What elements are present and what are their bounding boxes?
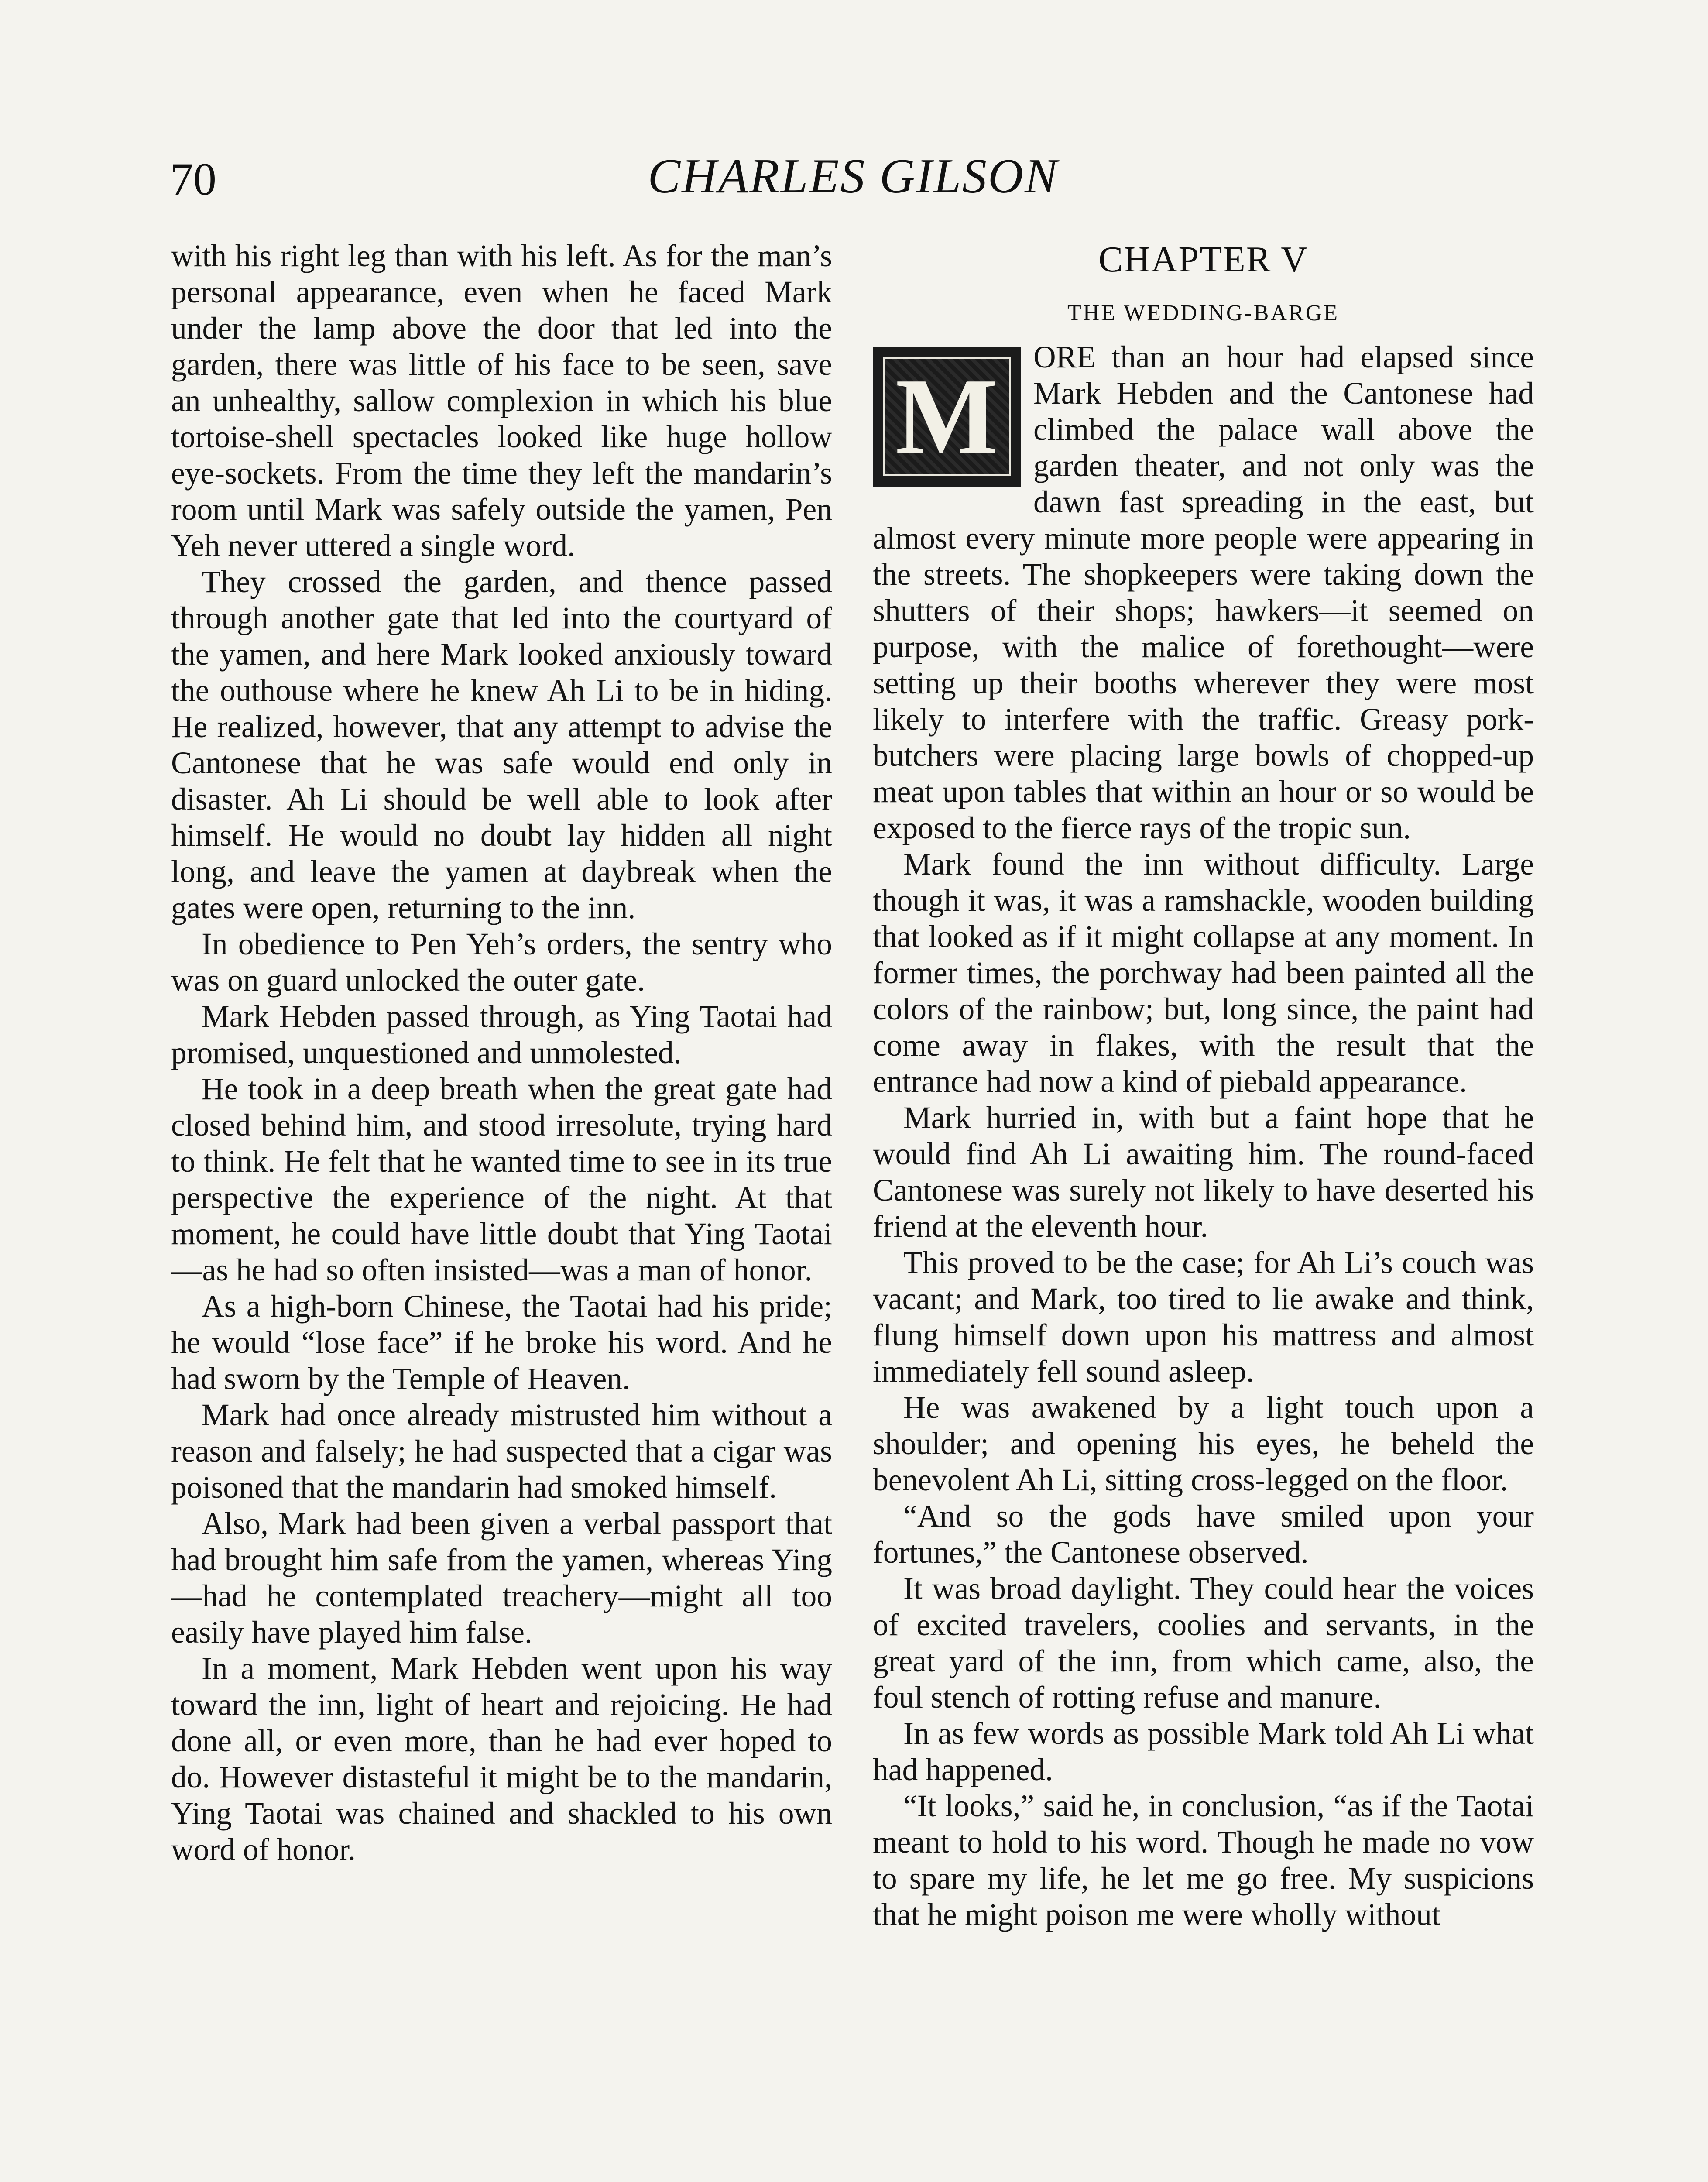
- paragraph: Mark found the inn without difficulty. Large though it was, it was a ramshackle, wooden building that looked as if it might collapse at any moment. In former times, the porchway had been painted all the colors of the rainbow; but, long since, the paint had come away in flakes, with the result that the entrance had now a kind of piebald appearance.: [873, 847, 1534, 1099]
- page-header: [170, 144, 1536, 218]
- left-column: [171, 238, 832, 2182]
- paragraph: They crossed the garden, and thence passed through another gate that led into the courtyard of the yamen, and here Mark looked anxiously toward the outhouse where he knew Ah Li to be in hiding. He realized, however, that any attempt to advise the Cantonese that he was safe would end only in disaster. Ah Li should be well able to look after himself. He would no doubt lay hidden all night long, and leave the yamen at daybreak when the gates were open, returning to the inn.: [171, 565, 832, 925]
- paragraph: He took in a deep breath when the great gate had closed behind him, and stood irresolute, trying hard to think. He felt that he wanted time to see in its true perspective the experience of the night. At that moment, he could have little doubt that Ying Taotai—as he had so often insisted—was a man of honor.: [171, 1072, 832, 1287]
- paragraph: Mark Hebden passed through, as Ying Taotai had promised, unquestioned and unmolested.: [171, 999, 832, 1070]
- chapter-title: CHAPTER V: [1098, 239, 1308, 280]
- paragraph: As a high-born Chinese, the Taotai had his pride; he would “lose face” if he broke his word. And he had sworn by the Temple of Heaven.: [171, 1289, 832, 1396]
- page-number: 70: [170, 154, 216, 205]
- paragraph: Mark hurried in, with but a faint hope that he would find Ah Li awaiting him. The round-faced Cantonese was surely not likely to have deserted his friend at the eleventh hour.: [873, 1101, 1534, 1244]
- paragraph: “And so the gods have smiled upon your fortunes,” the Cantonese observed.: [873, 1499, 1534, 1570]
- paragraph: with his right leg than with his left. As for the man’s personal appearance, even when he faced Mark under the lamp above the door that led into the garden, there was little of his face to be seen, save an unhealthy, sallow complexion in which his blue tortoise-shell spectacles looked like huge hollow eye-sockets. From the time they left the mandarin’s room until Mark was safely outside the yamen, Pen Yeh never uttered a single word.: [171, 239, 832, 563]
- chapter-first-paragraph: ORE than an hour had elapsed since Mark Hebden and the Cantonese had climbed the palace wall above the garden theater, and not only was the dawn fast spreading in the east, but almost every minute more people were appearing in the streets. The shopkeepers were taking down the shutters of their shops; hawkers—it seemed on purpose, with the malice of forethought—were setting up their booths wherever they were most likely to interfere with the traffic. Greasy pork-butchers were placing large bowls of chopped-up meat upon tables that within an hour or so would be exposed to the fierce rays of the tropic sun.: [873, 340, 1534, 845]
- paragraph: Mark had once already mistrusted him without a reason and falsely; he had suspected that a cigar was poisoned that the mandarin had smoked himself.: [171, 1398, 832, 1505]
- right-column: [873, 238, 1534, 2182]
- paragraph: In obedience to Pen Yeh’s orders, the sentry who was on guard unlocked the outer gate.: [171, 927, 832, 998]
- paragraph: This proved to be the case; for Ah Li’s couch was vacant; and Mark, too tired to lie awake and think, flung himself down upon his mattress and almost immediately fell sound asleep.: [873, 1245, 1534, 1389]
- paragraph: In as few words as possible Mark told Ah Li what had happened.: [873, 1716, 1534, 1787]
- paragraph: In a moment, Mark Hebden went upon his way toward the inn, light of heart and rejoicing. He had done all, or even more, than he had ever hoped to do. However distasteful it might be to the mandarin, Ying Taotai was chained and shackled to his own word of honor.: [171, 1651, 832, 1867]
- running-title: CHARLES GILSON: [648, 149, 1059, 203]
- paragraph: Also, Mark had been given a verbal passport that had brought him safe from the yamen, whereas Ying—had he contemplated treachery—might all too easily have played him false.: [171, 1506, 832, 1650]
- drop-cap-ornament: [873, 347, 1021, 487]
- drop-cap-frame: [883, 357, 1011, 476]
- paragraph: “It looks,” said he, in conclusion, “as if the Taotai meant to hold to his word. Though he made no vow to spare my life, he let me go free. My suspicions that he might poison me were wholly without: [873, 1789, 1534, 1932]
- paragraph: He was awakened by a light touch upon a shoulder; and opening his eyes, he beheld the benevolent Ah Li, sitting cross-legged on the floor.: [873, 1390, 1534, 1497]
- drop-cap-letter: M: [895, 356, 998, 477]
- chapter-subtitle: THE WEDDING-BARGE: [1067, 301, 1340, 326]
- paragraph: It was broad daylight. They could hear the voices of excited travelers, coolies and servants, in the great yard of the inn, from which came, also, the foul stench of rotting refuse and manure.: [873, 1571, 1534, 1715]
